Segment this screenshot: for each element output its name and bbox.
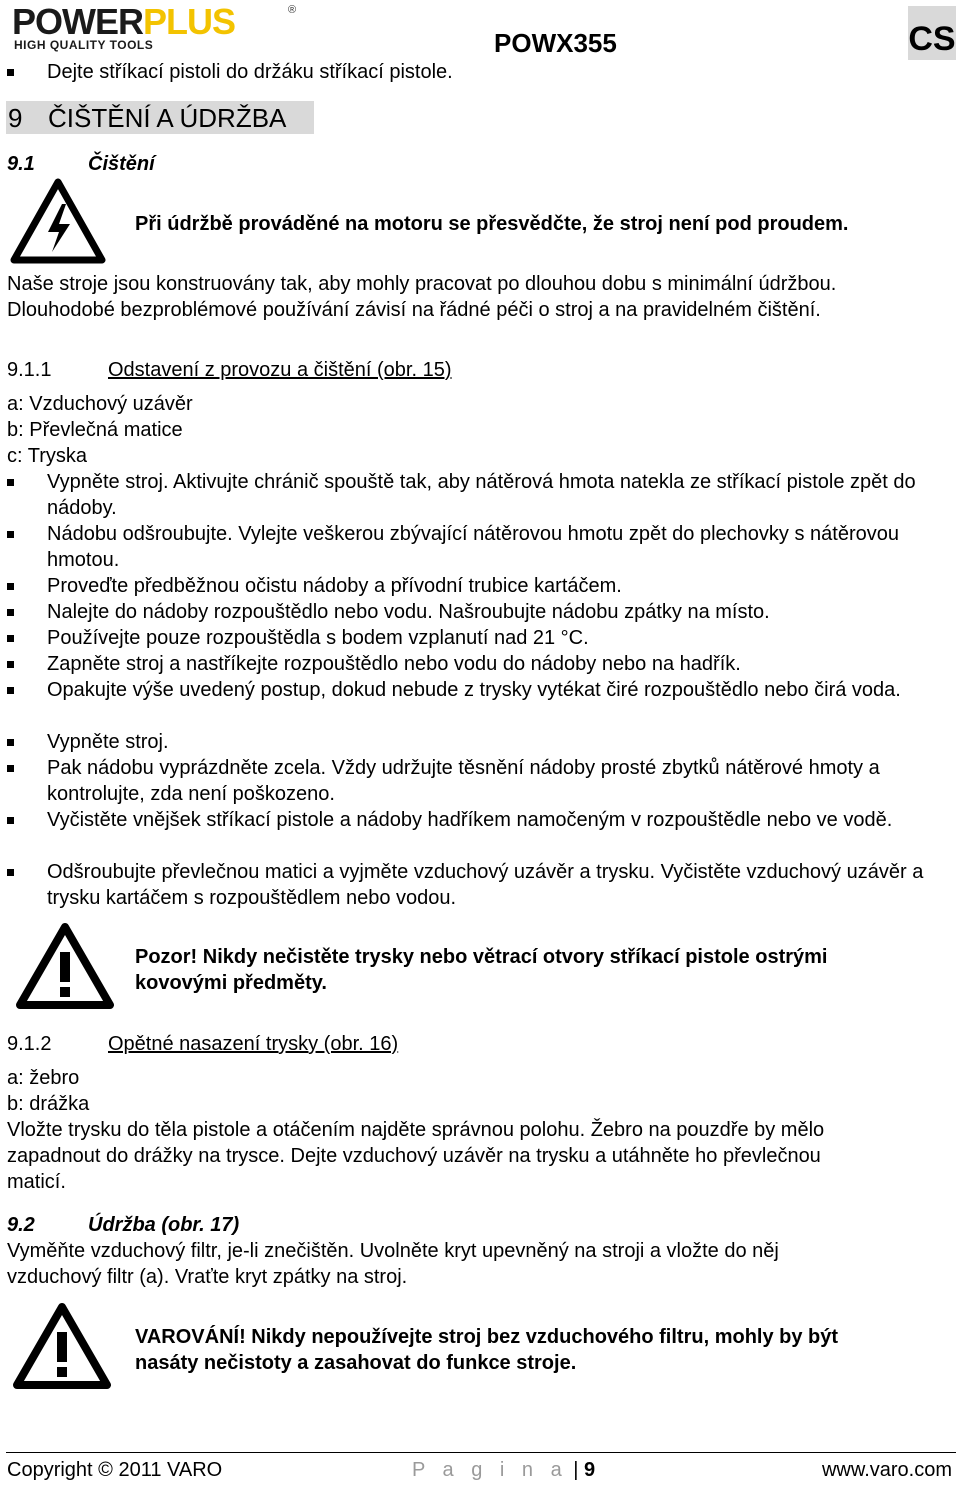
bullet-icon <box>7 817 14 824</box>
subsection-title: Čištění <box>88 153 155 175</box>
paragraph-line: Vložte trysku do těla pistole a otáčením najděte správnou polohu. Žebro na pouzdře by mělo <box>7 1119 825 1141</box>
subsubsection-title: Odstavení z provozu a čištění (obr. 15) <box>108 359 452 381</box>
bullet-icon <box>7 69 14 76</box>
page-separator: | <box>573 1459 579 1481</box>
bullet-icon <box>7 583 14 590</box>
footer-divider <box>6 1452 956 1453</box>
subsection-number: 9.1 <box>7 153 35 175</box>
paragraph-line: zapadnout do drážky na trysce. Dejte vzduchový uzávěr na trysku a utáhněte ho převlečnou <box>7 1145 821 1167</box>
paragraph-line: maticí. <box>7 1171 66 1193</box>
powerplus-logo <box>12 1 302 52</box>
part-label: a: Vzduchový uzávěr <box>7 393 193 415</box>
paragraph-line: Dlouhodobé bezproblémové používání závisí na řádné péči o stroj a na pravidelném čištění. <box>7 299 821 321</box>
warning-text-air-filter: nasáty nečistoty a zasahovat do funkce stroje. <box>135 1352 577 1374</box>
subsection-number: 9.2 <box>7 1214 35 1236</box>
warning-text-sharp-objects: Pozor! Nikdy nečistěte trysky nebo větrací otvory stříkací pistole ostrými <box>135 946 828 968</box>
paragraph-line: Vyměňte vzduchový filtr, je-li znečištěn. Uvolněte kryt upevněný na stroji a vložte do něj <box>7 1240 779 1262</box>
bullet-icon <box>7 869 14 876</box>
subsubsection-number: 9.1.1 <box>7 359 52 381</box>
subsection-title: Údržba (obr. 17) <box>88 1214 240 1236</box>
bullet-icon <box>7 765 14 772</box>
bullet-icon <box>7 479 14 486</box>
warning-text-air-filter: VAROVÁNÍ! Nikdy nepoužívejte stroj bez vzduchového filtru, mohly by být <box>135 1326 839 1348</box>
registered-mark: ® <box>288 4 297 16</box>
bullet-icon <box>7 531 14 538</box>
bullet-icon <box>7 609 14 616</box>
warning-text-sharp-objects: kovovými předměty. <box>135 972 327 994</box>
pagina-label: P a g i n a <box>412 1459 568 1481</box>
bullet-icon <box>7 739 14 746</box>
part-label: a: žebro <box>7 1067 80 1089</box>
bullet-icon <box>7 661 14 668</box>
paragraph-line: vzduchový filtr (a). Vraťte kryt zpátky na stroj. <box>7 1266 408 1288</box>
copyright: Copyright © 2011 VARO <box>7 1459 223 1481</box>
part-label: c: Tryska <box>7 445 88 467</box>
part-label: b: drážka <box>7 1093 90 1115</box>
warning-triangle-icon <box>12 1302 112 1390</box>
page-number: 9 <box>584 1459 596 1481</box>
language-badge: CS <box>908 6 956 60</box>
section-title: ČIŠTĚNÍ A ÚDRŽBA <box>48 103 287 133</box>
subsubsection-number: 9.1.2 <box>7 1033 52 1055</box>
subsubsection-title: Opětné nasazení trysky (obr. 16) <box>108 1033 399 1055</box>
logo-text-power: POWER <box>12 1 144 42</box>
warning-triangle-icon <box>15 922 115 1010</box>
section-heading <box>6 101 314 134</box>
logo-tagline: HIGH QUALITY TOOLS <box>14 38 154 52</box>
electric-hazard-icon <box>10 178 106 264</box>
part-label: b: Převlečná matice <box>7 419 183 441</box>
bullet-icon <box>7 635 14 642</box>
page-indicator <box>412 1457 595 1483</box>
website-link[interactable]: www.varo.com <box>821 1459 952 1481</box>
logo-text-plus: PLUS <box>143 1 236 42</box>
bullet-icon <box>7 687 14 694</box>
warning-text-power: Při údržbě prováděné na motoru se přesvědčte, že stroj není pod proudem. <box>135 213 849 235</box>
section-number: 9 <box>8 103 23 133</box>
paragraph-line: Naše stroje jsou konstruovány tak, aby mohly pracovat po dlouhou dobu s minimální údržbou. <box>7 273 837 295</box>
model-number: POWX355 <box>494 28 617 58</box>
